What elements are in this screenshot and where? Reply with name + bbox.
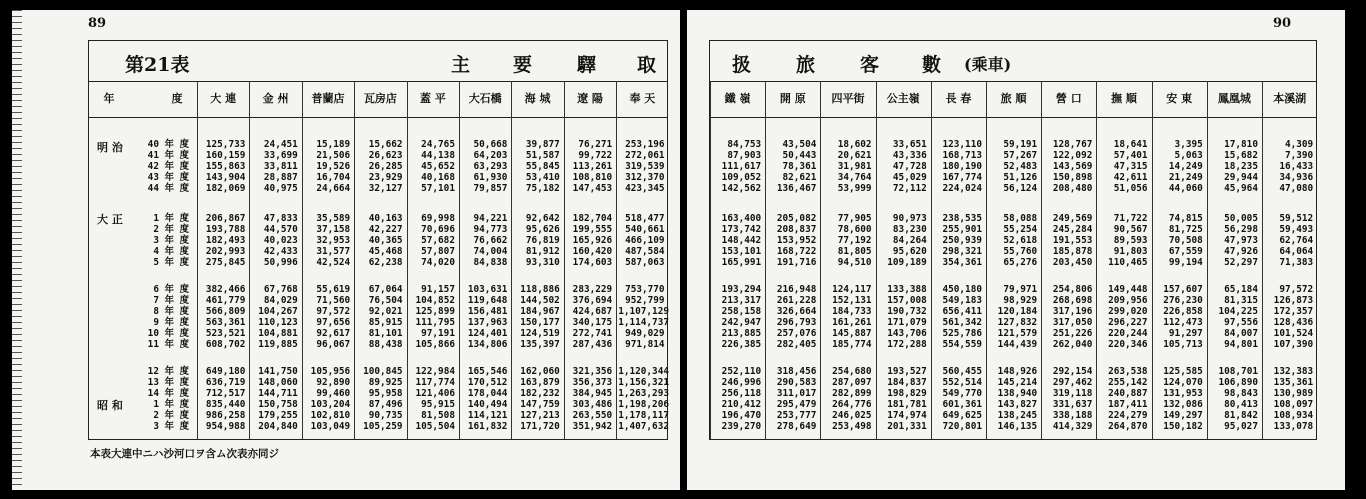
data-cell-group: 123,110 168,713 180,190 167,774 224,024: [942, 139, 982, 194]
title-char: 旅: [796, 54, 816, 76]
data-cell-group: 249,569 245,284 191,553 185,878 203,450: [1052, 213, 1093, 268]
station-header: 奉 天: [629, 92, 656, 105]
column-divider: [197, 81, 198, 439]
data-cell-group: 84,753 87,903 111,617 109,052 142,562: [721, 139, 762, 194]
data-cell-group: 252,110 246,996 256,118 210,412 196,470 239,270: [721, 366, 762, 432]
data-cell-group: 148,926 145,214 138,940 143,827 138,245 146,135: [997, 366, 1038, 432]
data-cell-group: 76,271 99,722 113,261 108,810 147,453: [572, 139, 613, 194]
data-cell-group: 108,701 106,890 98,843 80,413 81,842 95,027: [1218, 366, 1258, 432]
data-cell-group: 238,535 255,901 250,939 298,321 354,361: [942, 213, 982, 268]
data-cell-group: 193,294 213,317 258,158 242,947 213,885 226,385: [721, 284, 762, 350]
data-cell-group: 100,845 89,925 95,958 87,496 90,735 105,259: [363, 366, 403, 432]
data-cell-group: 254,680 287,097 282,899 264,776 246,025 253,498: [832, 366, 872, 432]
data-cell-group: 39,877 51,587 55,845 53,410 75,182: [525, 139, 560, 194]
station-header: 安 東: [1166, 92, 1193, 105]
years-taisho-2: 6 年 度 7 年 度 8 年 度 9 年 度 10 年 度 11 年 度: [147, 284, 189, 350]
data-cell-group: 321,356 356,373 384,945 303,486 263,550 351,942: [572, 366, 613, 432]
data-cell-group: 165,546 170,512 178,044 140,494 114,121 161,832: [467, 366, 508, 432]
data-cell-group: 79,971 98,929 120,184 127,832 121,579 144,439: [997, 284, 1038, 350]
column-divider: [876, 81, 877, 439]
right-table: [709, 40, 1317, 440]
data-cell-group: 162,060 163,879 182,232 147,759 127,213 171,720: [520, 366, 560, 432]
data-cell-group: 318,456 290,583 311,017 295,479 253,777 278,649: [776, 366, 817, 432]
column-divider: [1207, 81, 1208, 439]
data-cell-group: 254,806 268,698 317,196 317,050 251,226 262,040: [1052, 284, 1093, 350]
data-cell-group: 263,538 255,142 240,887 187,411 224,279 264,870: [1108, 366, 1148, 432]
data-cell-group: 67,768 84,029 104,267 110,123 104,881 119,885: [258, 284, 298, 350]
column-divider: [710, 81, 711, 439]
data-cell-group: 205,082 208,837 153,952 168,722 191,716: [776, 213, 817, 268]
station-header: 旅 順: [1000, 92, 1027, 105]
data-cell-group: 163,400 173,742 148,442 153,101 165,991: [721, 213, 762, 268]
data-cell-group: 103,631 119,648 156,481 137,963 124,401 134,806: [467, 284, 508, 350]
column-divider: [459, 81, 460, 439]
data-cell-group: 157,607 276,230 226,858 112,473 91,297 105,713: [1163, 284, 1203, 350]
data-cell-group: 15,662 26,623 26,285 23,929 32,127: [368, 139, 403, 194]
data-cell-group: 216,948 261,228 326,664 296,793 257,076 282,405: [776, 284, 817, 350]
station-header: 金 州: [262, 92, 289, 105]
column-divider: [1262, 81, 1263, 439]
column-divider: [354, 81, 355, 439]
data-cell-group: 124,117 152,131 184,733 161,261 145,887 185,774: [832, 284, 872, 350]
data-cell-group: 128,767 122,092 143,569 150,898 208,480: [1052, 139, 1093, 194]
station-header: 遼 陽: [577, 92, 603, 105]
column-divider: [820, 81, 821, 439]
title-char: 驛: [577, 54, 597, 76]
data-cell-group: 206,867 193,788 182,493 202,993 275,845: [205, 213, 246, 268]
right-page-number: 90: [1273, 16, 1292, 31]
data-cell-group: 292,154 297,462 319,118 331,637 338,188 414,329: [1052, 366, 1093, 432]
binding-edge: [12, 10, 22, 490]
table-title-right: [710, 41, 1316, 82]
era-taisho: 大 正: [97, 213, 123, 226]
years-taisho-1: 1 年 度 2 年 度 3 年 度 4 年 度 5 年 度: [153, 213, 189, 268]
data-cell-group: 91,157 104,852 125,899 111,795 97,191 105,866: [415, 284, 455, 350]
data-cell-group: 77,905 78,600 77,192 81,805 94,510: [837, 213, 872, 268]
data-cell-group: 50,668 64,203 63,293 61,930 79,857: [473, 139, 508, 194]
data-cell-group: 35,589 37,158 32,953 31,577 42,524: [316, 213, 351, 268]
column-divider: [616, 81, 617, 439]
data-cell-group: 15,189 21,506 19,526 16,704 24,664: [316, 139, 351, 194]
data-cell-group: 118,886 144,502 184,967 150,177 124,519 135,397: [520, 284, 560, 350]
station-header: 大石橋: [468, 92, 502, 105]
station-header: 海 城: [524, 92, 551, 105]
data-cell-group: 560,455 552,514 549,770 601,361 649,625 720,801: [942, 366, 982, 432]
data-cell-group: 59,512 59,493 62,764 64,064 71,383: [1279, 213, 1314, 268]
data-cell-group: 649,180 636,719 712,517 835,440 986,258 954,988: [205, 366, 246, 432]
station-header: 蓋 平: [419, 92, 446, 105]
era-meiji: 明 治: [97, 141, 123, 154]
data-cell-group: 90,973 83,230 84,264 95,620 109,189: [887, 213, 927, 268]
data-cell-group: 193,527 184,837 198,829 181,781 174,974 201,331: [887, 366, 927, 432]
column-divider: [302, 81, 303, 439]
left-table: [88, 40, 668, 440]
station-header: 鐵 嶺: [724, 92, 751, 105]
data-cell-group: 518,477 540,661 466,109 487,584 587,063: [625, 213, 665, 268]
station-header: 營 口: [1055, 92, 1082, 105]
data-cell-group: 125,585 124,070 131,953 132,086 149,297 150,182: [1163, 366, 1203, 432]
column-divider: [1041, 81, 1042, 439]
data-cell-group: 753,770 952,799 1,107,129 1,114,737 949,029 971,814: [618, 284, 669, 350]
station-header: 大 連: [210, 92, 237, 105]
right-page: [687, 10, 1345, 490]
data-cell-group: 55,619 71,560 97,572 97,656 92,617 96,067: [316, 284, 351, 350]
era-showa: 昭 和: [97, 399, 123, 412]
station-header: 四平街: [831, 92, 865, 105]
left-page-number: 89: [88, 16, 107, 31]
data-cell-group: 122,984 117,774 121,406 95,915 81,508 105,504: [415, 366, 455, 432]
data-cell-group: 133,388 157,008 190,732 171,079 143,706 172,288: [887, 284, 927, 350]
data-cell-group: 71,722 90,567 89,593 91,803 110,465: [1108, 213, 1148, 268]
header-nen: 年: [103, 92, 115, 105]
table-label: 第21表: [125, 54, 190, 76]
title-paren: (乘車): [964, 55, 1012, 74]
data-cell-group: 58,088 55,254 52,618 55,760 65,276: [1003, 213, 1038, 268]
column-divider: [765, 81, 766, 439]
column-divider: [1152, 81, 1153, 439]
title-char: 要: [513, 54, 533, 76]
data-cell-group: 253,196 272,061 319,539 312,370 423,345: [625, 139, 665, 194]
data-cell-group: 24,765 44,138 45,652 40,168 57,101: [421, 139, 455, 194]
data-cell-group: 17,810 15,682 18,235 29,944 45,964: [1224, 139, 1258, 194]
data-cell-group: 65,184 81,315 104,225 97,556 84,007 94,801: [1218, 284, 1258, 350]
station-header: 公主嶺: [886, 92, 920, 105]
station-header: 撫 順: [1111, 92, 1137, 105]
data-cell-group: 1,120,344 1,156,321 1,263,293 1,198,206 1,178,117 1,407,632: [618, 366, 669, 432]
data-cell-group: 69,998 70,696 57,682 57,807 74,020: [421, 213, 455, 268]
data-cell-group: 149,448 209,956 299,020 296,227 220,244 220,346: [1108, 284, 1148, 350]
table-title-left: [89, 41, 667, 82]
data-cell-group: 74,815 81,725 70,508 67,559 99,194: [1168, 213, 1203, 268]
data-cell-group: 132,383 135,361 130,989 108,097 108,934 133,078: [1273, 366, 1314, 432]
footnote: 本表大連中ニハ沙河口ヲ含ム次表亦同ジ: [90, 448, 279, 460]
data-cell-group: 92,642 95,626 76,819 81,912 93,310: [525, 213, 560, 268]
column-divider: [931, 81, 932, 439]
data-cell-group: 18,602 20,621 31,981 34,764 53,999: [837, 139, 872, 194]
station-header: 瓦房店: [363, 92, 397, 105]
data-cell-group: 18,641 57,401 47,315 42,611 51,056: [1113, 139, 1148, 194]
title-char: 取: [637, 54, 657, 76]
title-char: 主: [451, 54, 471, 76]
data-cell-group: 125,733 160,159 155,863 143,904 182,069: [205, 139, 246, 194]
years-meiji: 40 年 度 41 年 度 42 年 度 43 年 度 44 年 度: [147, 139, 189, 194]
data-cell-group: 450,180 549,183 656,411 561,342 525,786 554,559: [942, 284, 982, 350]
title-char: 扱: [732, 54, 752, 76]
data-cell-group: 382,466 461,779 566,809 563,361 523,521 608,702: [205, 284, 246, 350]
column-divider: [249, 81, 250, 439]
station-header: 普蘭店: [311, 92, 345, 105]
data-cell-group: 105,956 92,890 99,460 103,204 102,810 103,049: [310, 366, 351, 432]
data-cell-group: 67,064 76,504 92,021 85,915 81,101 88,438: [368, 284, 403, 350]
station-header: 開 原: [779, 92, 806, 105]
title-char: 客: [860, 54, 880, 76]
column-divider: [986, 81, 987, 439]
data-cell-group: 50,005 56,298 47,973 47,926 52,297: [1224, 213, 1258, 268]
data-cell-group: 182,704 199,555 165,926 160,420 174,603: [572, 213, 613, 268]
data-cell-group: 33,651 43,336 47,728 45,029 72,112: [892, 139, 927, 194]
header-do: 度: [171, 92, 183, 105]
data-cell-group: 94,221 94,773 76,662 74,004 84,838: [473, 213, 508, 268]
column-divider: [1096, 81, 1097, 439]
column-divider: [511, 81, 512, 439]
data-cell-group: 97,572 126,873 172,357 128,436 101,524 107,390: [1273, 284, 1314, 350]
data-cell-group: 40,163 42,227 40,365 45,468 62,238: [368, 213, 403, 268]
data-cell-group: 59,191 57,267 52,483 51,126 56,124: [1003, 139, 1038, 194]
title-char: 數: [922, 54, 942, 76]
left-page: [12, 10, 680, 490]
years-showa: 12 年 度 13 年 度 14 年 度 1 年 度 2 年 度 3 年 度: [147, 366, 189, 432]
station-header: 長 春: [945, 92, 972, 105]
data-cell-group: 3,395 5,063 14,249 21,249 44,060: [1168, 139, 1203, 194]
data-cell-group: 43,504 50,443 78,361 82,621 136,467: [776, 139, 817, 194]
column-divider: [407, 81, 408, 439]
data-cell-group: 141,750 148,060 144,711 150,758 179,255 204,840: [258, 366, 298, 432]
data-cell-group: 24,451 33,699 33,811 28,887 40,975: [263, 139, 298, 194]
data-cell-group: 4,309 7,390 16,433 34,936 47,080: [1279, 139, 1314, 194]
station-header: 本溪湖: [1273, 92, 1307, 105]
data-cell-group: 283,229 376,694 424,687 340,175 272,741 287,436: [572, 284, 613, 350]
column-divider: [564, 81, 565, 439]
data-cell-group: 47,833 44,570 40,023 42,433 50,996: [263, 213, 298, 268]
station-header: 鳳凰城: [1217, 92, 1251, 105]
